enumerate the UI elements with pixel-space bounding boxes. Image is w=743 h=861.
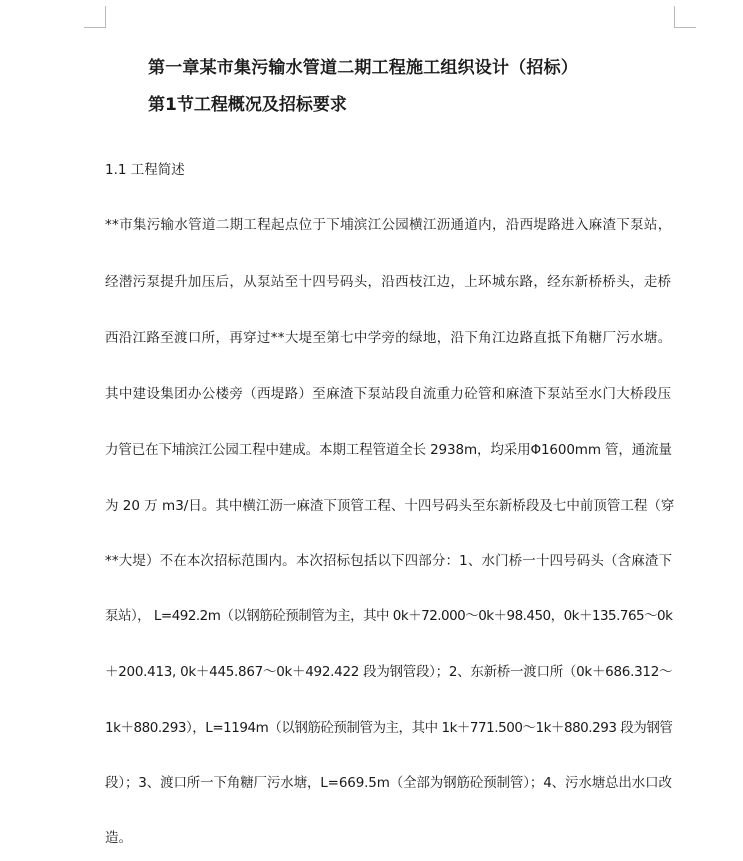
body-text-line: ＋200.413, 0k＋445.867～0k＋492.422 段为钢管段）；2、东新桥一渡口所（0k＋686.312～ <box>105 664 673 680</box>
body-text-line: 造。 <box>105 830 132 846</box>
body-text-line: **市集污输水管道二期工程起点位于下埔滨江公园横江沥通道内，沿西堤路进入麻渣下泵站， <box>105 217 672 233</box>
subsection-title: 1.1 工程简述 <box>105 162 185 178</box>
body-text-line: 其中建设集团办公楼旁（西堤路）至麻渣下泵站段自流重力砼管和麻渣下泵站至水门大桥段压 <box>105 386 672 402</box>
body-text-line: 西沿江路至渡口所，再穿过**大堤至第七中学旁的绿地，沿下角江边路直抵下角糖厂污水塘。 <box>105 330 672 346</box>
body-text-line: 1k＋880.293），L=1194m（以钢筋砼预制管为主，其中 1k＋771.500～1k＋880.293 段为钢管 <box>105 720 673 736</box>
body-text-line: **大堤）不在本次招标范围内。本次招标包括以下四部分：1、水门桥一十四号码头（含麻渣下 <box>105 553 673 569</box>
body-text-line: 经潜污泵提升加压后，从泵站至十四号码头，沿西枝江边，上环城东路，经东新桥桥头，走桥 <box>105 274 672 290</box>
body-text-line: 力管已在下埔滨江公园工程中建成。本期工程管道全长 2938m，均采用Φ1600mm 管，通流量 <box>105 442 672 458</box>
body-text-line: 为 20 万 m3/日。其中横江沥一麻渣下顶管工程、十四号码头至东新桥段及七中前顶管工程（穿 <box>105 498 675 514</box>
body-text-line: 泵站）， L=492.2m（以钢筋砼预制管为主，其中 0k＋72.000～0k＋98.450，0k＋135.765～0k <box>105 608 673 624</box>
section-title: 第1节工程概况及招标要求 <box>148 95 347 115</box>
chapter-title: 第一章某市集污输水管道二期工程施工组织设计（招标） <box>148 58 578 78</box>
body-text-line: 段）；3、渡口所一下角糖厂污水塘，L=669.5m（全部为钢筋砼预制管）；4、污水塘总出水口改 <box>105 775 672 791</box>
